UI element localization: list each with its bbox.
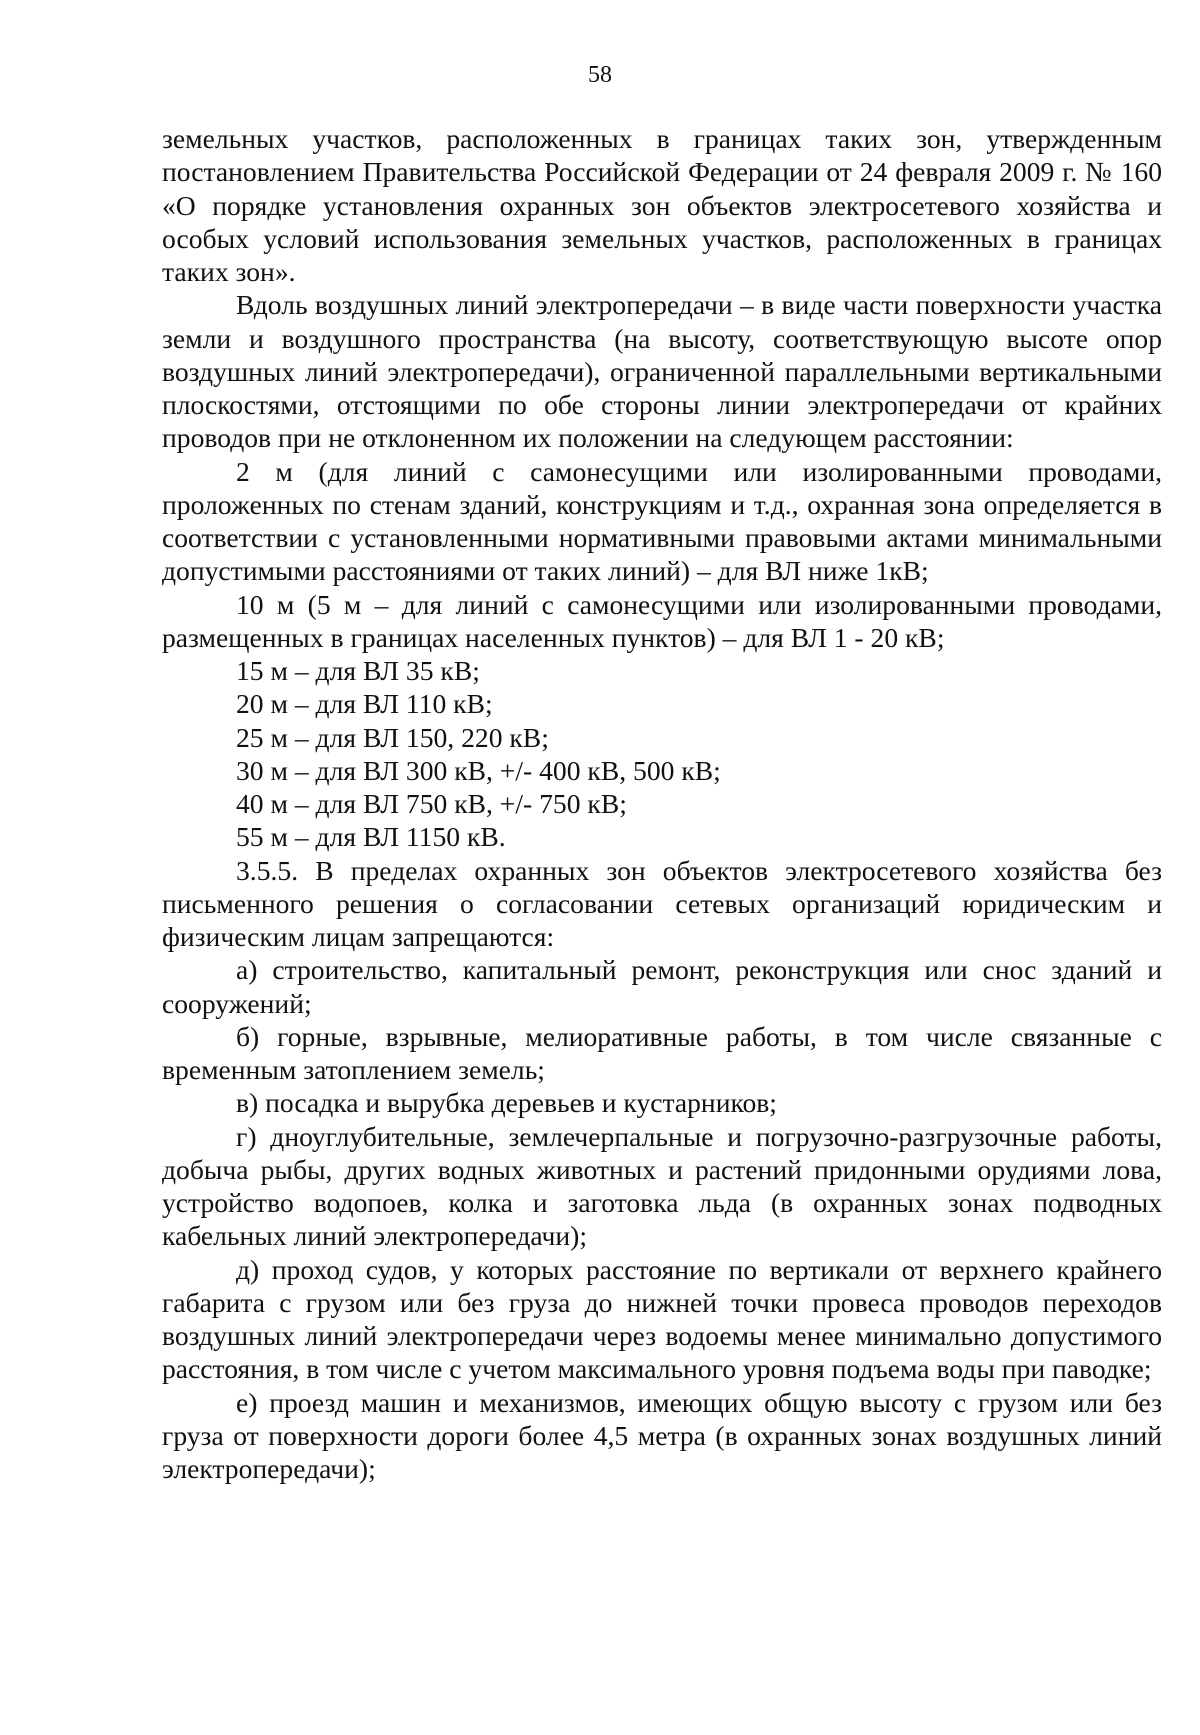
list-item: 20 м – для ВЛ 110 кВ; (236, 688, 493, 720)
list-item: 30 м – для ВЛ 300 кВ, +/- 400 кВ, 500 кВ; (236, 754, 721, 786)
paragraph: г) дноуглубительные, землечерпальные и погрузочно-разгрузочные работы, добыча рыбы, других водных животных и растений придонными орудиями лова, устройство водопоев, колка и заготовка льда (в охранных зонах подводных кабельных линий электропередачи); (162, 1120, 1162, 1252)
paragraph: а) строительство, капитальный ремонт, реконструкция или снос зданий и сооружений; (162, 954, 1162, 1019)
paragraph: е) проезд машин и механизмов, имеющих общую высоту с грузом или без груза от поверхности дороги более 4,5 метра (в охранных зонах воздушных линий электропередачи); (162, 1386, 1162, 1484)
page-number: 58 (588, 62, 612, 88)
body-text (162, 122, 1162, 1485)
paragraph: 3.5.5. В пределах охранных зон объектов электросетевого хозяйства без письменного решения о согласовании сетевых организаций юридическим и физическим лицам запрещаются: (162, 854, 1162, 952)
paragraph: Вдоль воздушных линий электропередачи – в виде части поверхности участка земли и воздушного пространства (на высоту, соответствующую высоте опор воздушных линий электропередачи), ограниченной параллельными вертикальными плоскостями, отстоящими по обе стороны линии электропередачи от крайних проводов при не отклоненном их положении на следующем расстоянии: (162, 289, 1162, 454)
list-item: 40 м – для ВЛ 750 кВ, +/- 750 кВ; (236, 788, 627, 819)
list-item: 55 м – для ВЛ 1150 кВ. (236, 821, 506, 853)
paragraph: земельных участков, расположенных в границах таких зон, утвержденным постановлением Правительства Российской Федерации от 24 февраля 2009 г. № 160 «О порядке установления охранных зон объектов электросетевого хозяйства и особых условий использования земельных участков, расположенных в границах таких зон». (162, 123, 1162, 287)
paragraph: д) проход судов, у которых расстояние по вертикали от верхнего крайнего габарита с грузом или без груза до нижней точки провеса проводов переходов воздушных линий электропередачи через водоемы менее минимально допустимого расстояния, в том числе с учетом максимального уровня подъема воды при паводке; (162, 1253, 1162, 1385)
paragraph: б) горные, взрывные, мелиоративные работы, в том числе связанные с временным затоплением земель; (162, 1020, 1162, 1085)
list-item: 15 м – для ВЛ 35 кВ; (236, 655, 480, 686)
paragraph: в) посадка и вырубка деревьев и кустарников; (236, 1087, 777, 1119)
paragraph: 10 м (5 м – для линий с самонесущими или изолированными проводами, размещенных в границах населенных пунктов) – для ВЛ 1 - 20 кВ; (162, 588, 1162, 653)
paragraph: 2 м (для линий с самонесущими или изолированными проводами, проложенных по стенам зданий, конструкциям и т.д., охранная зона определяется в соответствии с установленными нормативными правовыми актами минимальными допустимыми расстояниями от таких линий) – для ВЛ ниже 1кВ; (162, 455, 1162, 587)
list-item: 25 м – для ВЛ 150, 220 кВ; (236, 721, 549, 753)
